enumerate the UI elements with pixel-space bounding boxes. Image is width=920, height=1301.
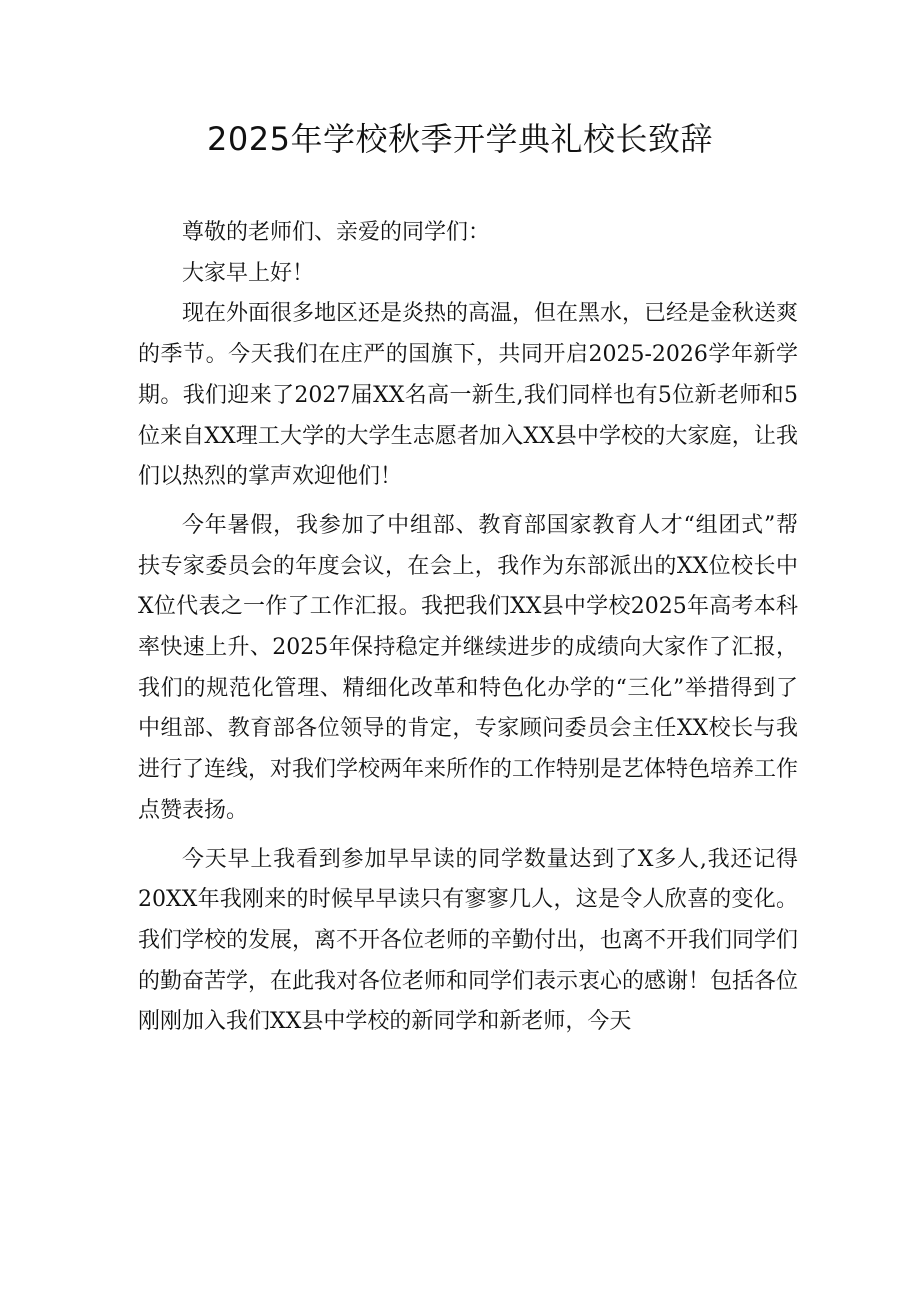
document-body	[138, 213, 798, 1043]
paragraph-1: 现在外面很多地区还是炎热的高温，但在黑水，已经是金秋送爽的季节。今天我们在庄严的国旗下，共同开启2025-2026学年新学期。我们迎来了2027届XX名高一新生,我们同样也有5位新老师和5位来自XX理工大学的大学生志愿者加入XX县中学校的大家庭，让我们以热烈的掌声欢迎他们！	[138, 301, 799, 490]
greeting: 大家早上好！	[182, 260, 315, 286]
paragraph-2: 今年暑假，我参加了中组部、教育部国家教育人才“组团式”帮扶专家委员会的年度会议，在会上，我作为东部派出的XX位校长中X位代表之一作了工作汇报。我把我们XX县中学校2025年高考本科率快速上升、2025年保持稳定并继续进步的成绩向大家作了汇报，我们的规范化管理、精细化改革和特色化办学的“三化”举措得到了中组部、教育部各位领导的肯定，专家顾问委员会主任XX校长与我进行了连线，对我们学校两年来所作的工作特别是艺体特色培养工作点赞表扬。	[138, 512, 799, 823]
document-title: 2025年学校秋季开学典礼校长致辞	[207, 120, 713, 158]
paragraph-3: 今天早上我看到参加早早读的同学数量达到了X多人,我还记得20XX年我刚来的时候早早读只有寥寥几人，这是令人欣喜的变化。我们学校的发展，离不开各位老师的辛勤付出，也离不开我们同学们的勤奋苦学，在此我对各位老师和同学们表示衷心的感谢！包括各位刚刚加入我们XX县中学校的新同学和新老师，今天	[138, 846, 799, 1035]
salutation: 尊敬的老师们、亲爱的同学们：	[182, 220, 491, 245]
